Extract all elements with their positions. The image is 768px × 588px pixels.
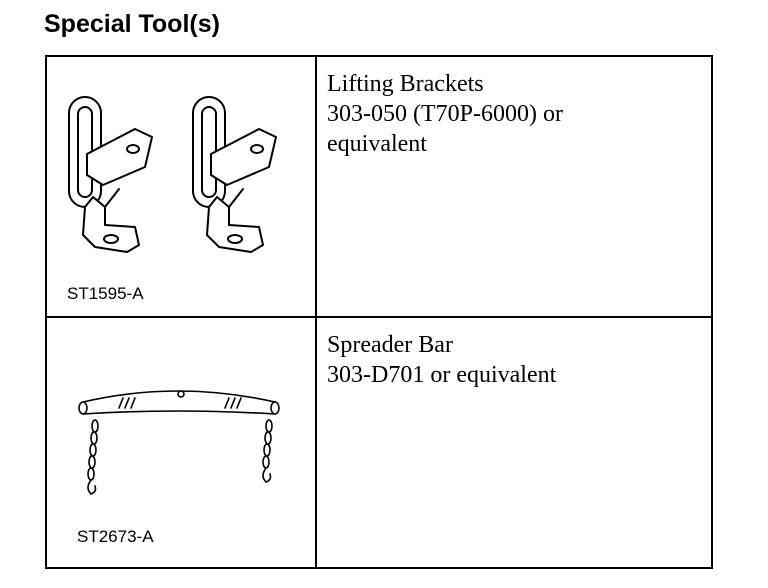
tool-name: Spreader Bar [327,332,453,358]
tool-description-cell [317,318,711,567]
tool-number: 303-D701 or equivalent [327,362,557,388]
special-tools-table [45,55,713,569]
tool-name: Lifting Brackets [327,71,484,97]
tool-equivalent: equivalent [327,131,427,157]
tool-description [327,330,556,390]
page-title: Special Tool(s) [44,10,220,38]
tool-image-cell [47,318,317,567]
lifting-brackets-icon [47,57,313,316]
tool-number: 303-050 (T70P-6000) or [327,101,563,127]
tool-description-cell [317,57,711,316]
tool-row [47,318,711,567]
tool-description [327,69,563,159]
image-code: ST2673-A [77,527,154,546]
image-code: ST1595-A [67,284,144,303]
tool-image-cell [47,57,317,316]
tool-row [47,57,711,318]
